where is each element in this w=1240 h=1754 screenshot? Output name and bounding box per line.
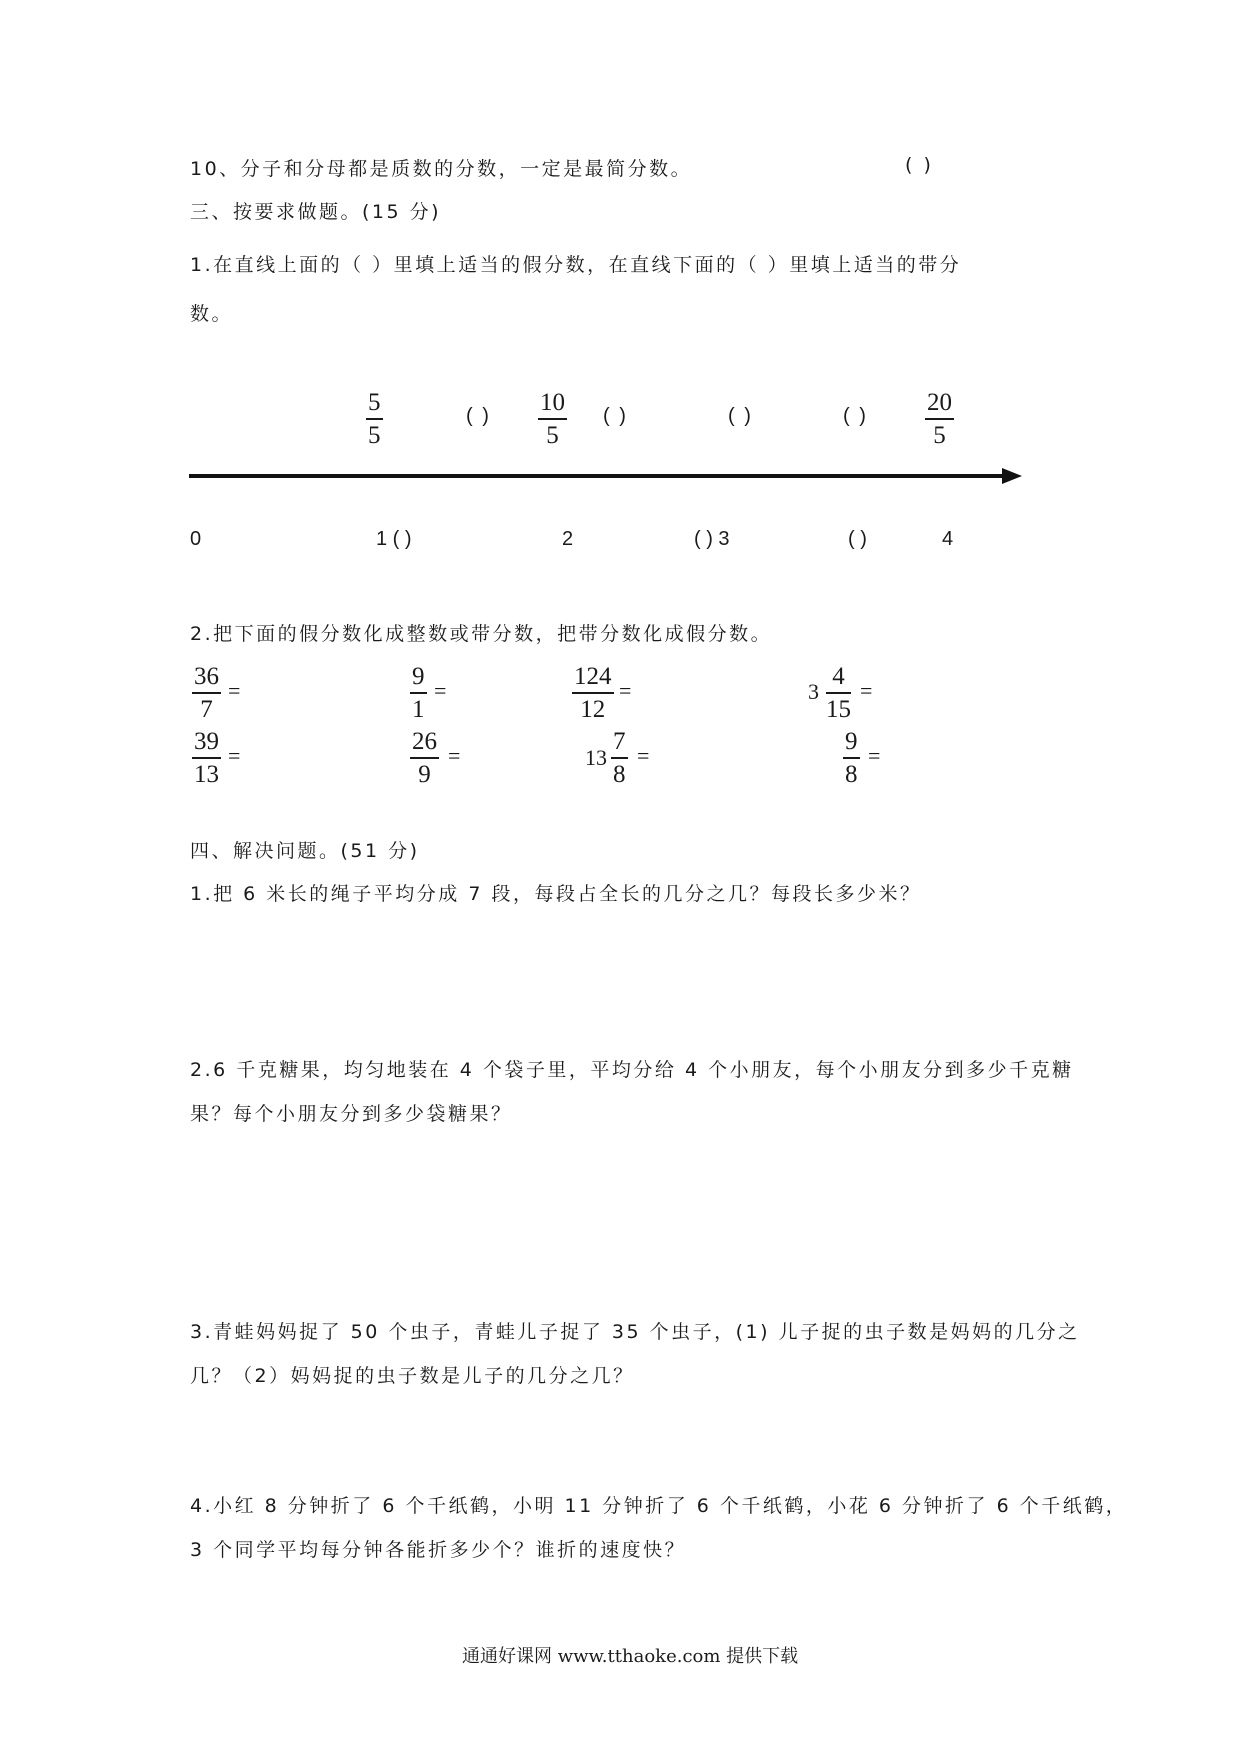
number-line-fraction: 20 5: [927, 389, 952, 449]
tick-label: ( ): [848, 528, 867, 550]
mixed-whole-part: 3: [808, 679, 819, 704]
number-line-arrow: [188, 464, 1024, 488]
section-3-q2-text: 2.把下面的假分数化成整数或带分数，把带分数化成假分数。: [190, 623, 773, 645]
section-4-q4-line2: 3 个同学平均每分钟各能折多少个？谁折的速度快？: [190, 1539, 687, 1561]
conversion-fraction: 39 13: [194, 728, 219, 788]
question-10: 10、分子和分母都是质数的分数，一定是最简分数。: [190, 158, 693, 180]
number-line-blank-above[interactable]: ( ): [603, 405, 628, 427]
section-4-q4-line1: 4.小红 8 分钟折了 6 个千纸鹤，小明 11 分钟折了 6 个千纸鹤，小花 6 分钟折了 6 个千纸鹤，: [190, 1495, 1128, 1517]
tick-label: 4: [942, 528, 954, 550]
section-4-heading: 四、解决问题。(51 分): [190, 840, 420, 862]
number-line-blank-above[interactable]: ( ): [466, 405, 491, 427]
conversion-fraction: 9 8: [845, 728, 858, 788]
section-3-q1-text-line2: 数。: [190, 303, 234, 325]
conversion-fraction: 36 7: [194, 663, 219, 723]
answer-blank[interactable]: ( ): [905, 154, 934, 176]
section-4-q2-line1: 2.6 千克糖果，均匀地装在 4 个袋子里，平均分给 4 个小朋友，每个小朋友分到多少千克糖: [190, 1059, 1074, 1081]
section-4-q2-line2: 果？每个小朋友分到多少袋糖果？: [190, 1103, 513, 1125]
number-line-fraction: 5 5: [368, 389, 381, 449]
section-4-q3-line1: 3.青蛙妈妈捉了 50 个虫子，青蛙儿子捉了 35 个虫子，(1) 儿子捉的虫子数是妈妈的几分之: [190, 1321, 1080, 1343]
section-4-q3-line2: 几？（2）妈妈捉的虫子数是儿子的几分之几？: [190, 1365, 635, 1387]
conversion-fraction: 7 8: [613, 728, 626, 788]
tick-label: 2: [562, 528, 574, 550]
tick-label: 1 ( ): [376, 528, 412, 550]
conversion-fraction: 9 1: [412, 663, 425, 723]
conversion-fraction: 124 12: [574, 663, 612, 723]
footer-source: 通通好课网 www.tthaoke.com 提供下载: [462, 1646, 799, 1667]
number-line-blank-above[interactable]: ( ): [843, 405, 868, 427]
equals-sign: =: [619, 678, 632, 703]
number-line-fraction: 10 5: [540, 389, 565, 449]
equals-sign: =: [868, 743, 881, 768]
number-line-blank-above[interactable]: ( ): [728, 405, 753, 427]
section-4-q1: 1.把 6 米长的绳子平均分成 7 段，每段占全长的几分之几？每段长多少米？: [190, 883, 922, 905]
tick-label: ( ) 3: [694, 528, 730, 550]
section-3-heading: 三、按要求做题。(15 分): [190, 201, 442, 223]
mixed-whole-part: 13: [585, 745, 607, 770]
conversion-fraction: 26 9: [412, 728, 437, 788]
equals-sign: =: [637, 743, 650, 768]
equals-sign: =: [448, 743, 461, 768]
conversion-fraction: 4 15: [826, 663, 851, 723]
equals-sign: =: [228, 743, 241, 768]
equals-sign: =: [228, 678, 241, 703]
equals-sign: =: [860, 678, 873, 703]
section-3-q1-text-line1: 1.在直线上面的（ ）里填上适当的假分数，在直线下面的（ ）里填上适当的带分: [190, 254, 962, 276]
tick-label: 0: [190, 528, 202, 550]
equals-sign: =: [434, 678, 447, 703]
